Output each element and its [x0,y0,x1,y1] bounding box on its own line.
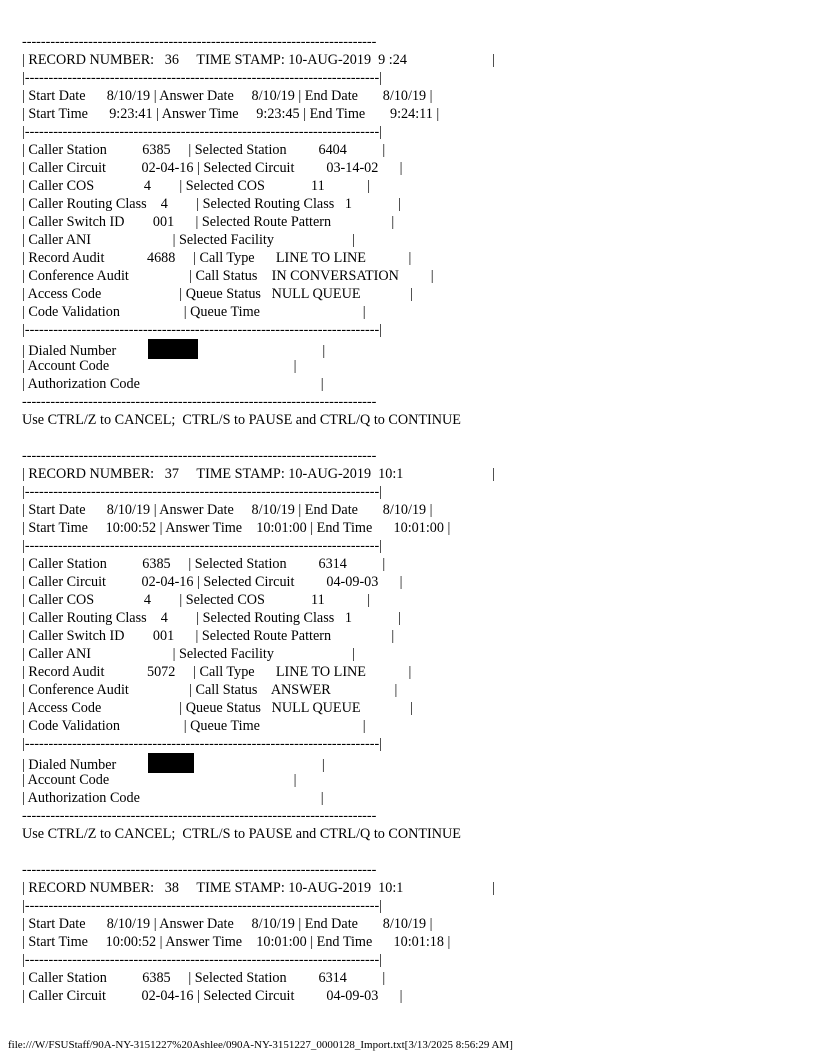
blank-line [22,429,802,447]
file-path-footer: file:///W/FSUStaff/90A-NY-3151227%20Ashlee/090A-NY-3151227_0000128_Import.txt[3/13/2025 8:56:29 AM] [8,1039,513,1051]
date-row: | Start Date 8/10/19 | Answer Date 8/10/19 | End Date 8/10/19 | [22,502,433,518]
date-row: | Start Date 8/10/19 | Answer Date 8/10/19 | End Date 8/10/19 | [22,88,433,104]
record-header: | RECORD NUMBER: 38 TIME STAMP: 10-AUG-2019 10:1 | [22,880,495,896]
date-row: | Start Date 8/10/19 | Answer Date 8/10/19 | End Date 8/10/19 | [22,916,433,932]
record-rule: |---------------------------------------------------------------------------| [22,538,383,554]
control-prompt: Use CTRL/Z to CANCEL; CTRL/S to PAUSE and CTRL/Q to CONTINUE [22,826,461,842]
account-code-row: | Account Code | [22,358,297,374]
conference-audit-row: | Conference Audit | Call Status ANSWER | [22,682,398,698]
record-rule: --------------------------------------------------------------------------- [22,394,377,410]
record-header: | RECORD NUMBER: 37 TIME STAMP: 10-AUG-2019 10:1 | [22,466,495,482]
call-record-36 [22,33,802,429]
redaction-block [148,339,198,359]
time-row: | Start Time 10:00:52 | Answer Time 10:01:00 | End Time 10:01:18 | [22,934,451,950]
control-prompt: Use CTRL/Z to CANCEL; CTRL/S to PAUSE and CTRL/Q to CONTINUE [22,412,461,428]
dialed-number-row [22,339,802,357]
dialed-number-tail: | [198,343,326,359]
redaction-block [148,753,194,773]
record-header: | RECORD NUMBER: 36 TIME STAMP: 10-AUG-2019 9 :24 | [22,52,495,68]
dialed-number-label: | Dialed Number [22,757,149,773]
call-record-37 [22,447,802,843]
caller-circuit-row: | Caller Circuit 02-04-16 | Selected Circuit 04-09-03 | [22,988,403,1004]
caller-cos-row: | Caller COS 4 | Selected COS 11 | [22,178,371,194]
time-row: | Start Time 9:23:41 | Answer Time 9:23:45 | End Time 9:24:11 | [22,106,440,122]
account-code-row: | Account Code | [22,772,297,788]
record-rule: |---------------------------------------------------------------------------| [22,70,383,86]
caller-circuit-row: | Caller Circuit 02-04-16 | Selected Circuit 04-09-03 | [22,574,403,590]
record-rule: |---------------------------------------------------------------------------| [22,484,383,500]
caller-cos-row: | Caller COS 4 | Selected COS 11 | [22,592,371,608]
code-validation-row: | Code Validation | Queue Time | [22,718,366,734]
text-document [22,33,802,1005]
record-audit-row: | Record Audit 4688 | Call Type LINE TO LINE | [22,250,412,266]
record-rule: --------------------------------------------------------------------------- [22,862,377,878]
access-code-row: | Access Code | Queue Status NULL QUEUE | [22,286,414,302]
caller-station-row: | Caller Station 6385 | Selected Station 6314 | [22,556,386,572]
record-audit-row: | Record Audit 5072 | Call Type LINE TO LINE | [22,664,412,680]
dialed-number-row [22,753,802,771]
record-rule: --------------------------------------------------------------------------- [22,34,377,50]
blank-line [22,843,802,861]
record-rule: --------------------------------------------------------------------------- [22,808,377,824]
record-rule: |---------------------------------------------------------------------------| [22,322,383,338]
authorization-code-row: | Authorization Code | [22,376,324,392]
record-rule: --------------------------------------------------------------------------- [22,448,377,464]
code-validation-row: | Code Validation | Queue Time | [22,304,366,320]
record-rule: |---------------------------------------------------------------------------| [22,124,383,140]
record-rule: |---------------------------------------------------------------------------| [22,952,383,968]
dialed-number-label: | Dialed Number [22,343,149,359]
conference-audit-row: | Conference Audit | Call Status IN CONVERSATION | [22,268,434,284]
call-record-38 [22,861,802,1005]
routing-class-row: | Caller Routing Class 4 | Selected Routing Class 1 | [22,196,401,212]
switch-id-row: | Caller Switch ID 001 | Selected Route Pattern | [22,628,395,644]
access-code-row: | Access Code | Queue Status NULL QUEUE | [22,700,414,716]
caller-ani-row: | Caller ANI | Selected Facility | [22,232,355,248]
dialed-number-tail: | [194,757,325,773]
record-rule: |---------------------------------------------------------------------------| [22,898,383,914]
switch-id-row: | Caller Switch ID 001 | Selected Route Pattern | [22,214,395,230]
caller-circuit-row: | Caller Circuit 02-04-16 | Selected Circuit 03-14-02 | [22,160,403,176]
authorization-code-row: | Authorization Code | [22,790,324,806]
caller-station-row: | Caller Station 6385 | Selected Station 6314 | [22,970,386,986]
routing-class-row: | Caller Routing Class 4 | Selected Routing Class 1 | [22,610,401,626]
caller-ani-row: | Caller ANI | Selected Facility | [22,646,355,662]
caller-station-row: | Caller Station 6385 | Selected Station 6404 | [22,142,386,158]
time-row: | Start Time 10:00:52 | Answer Time 10:01:00 | End Time 10:01:00 | [22,520,451,536]
record-rule: |---------------------------------------------------------------------------| [22,736,383,752]
